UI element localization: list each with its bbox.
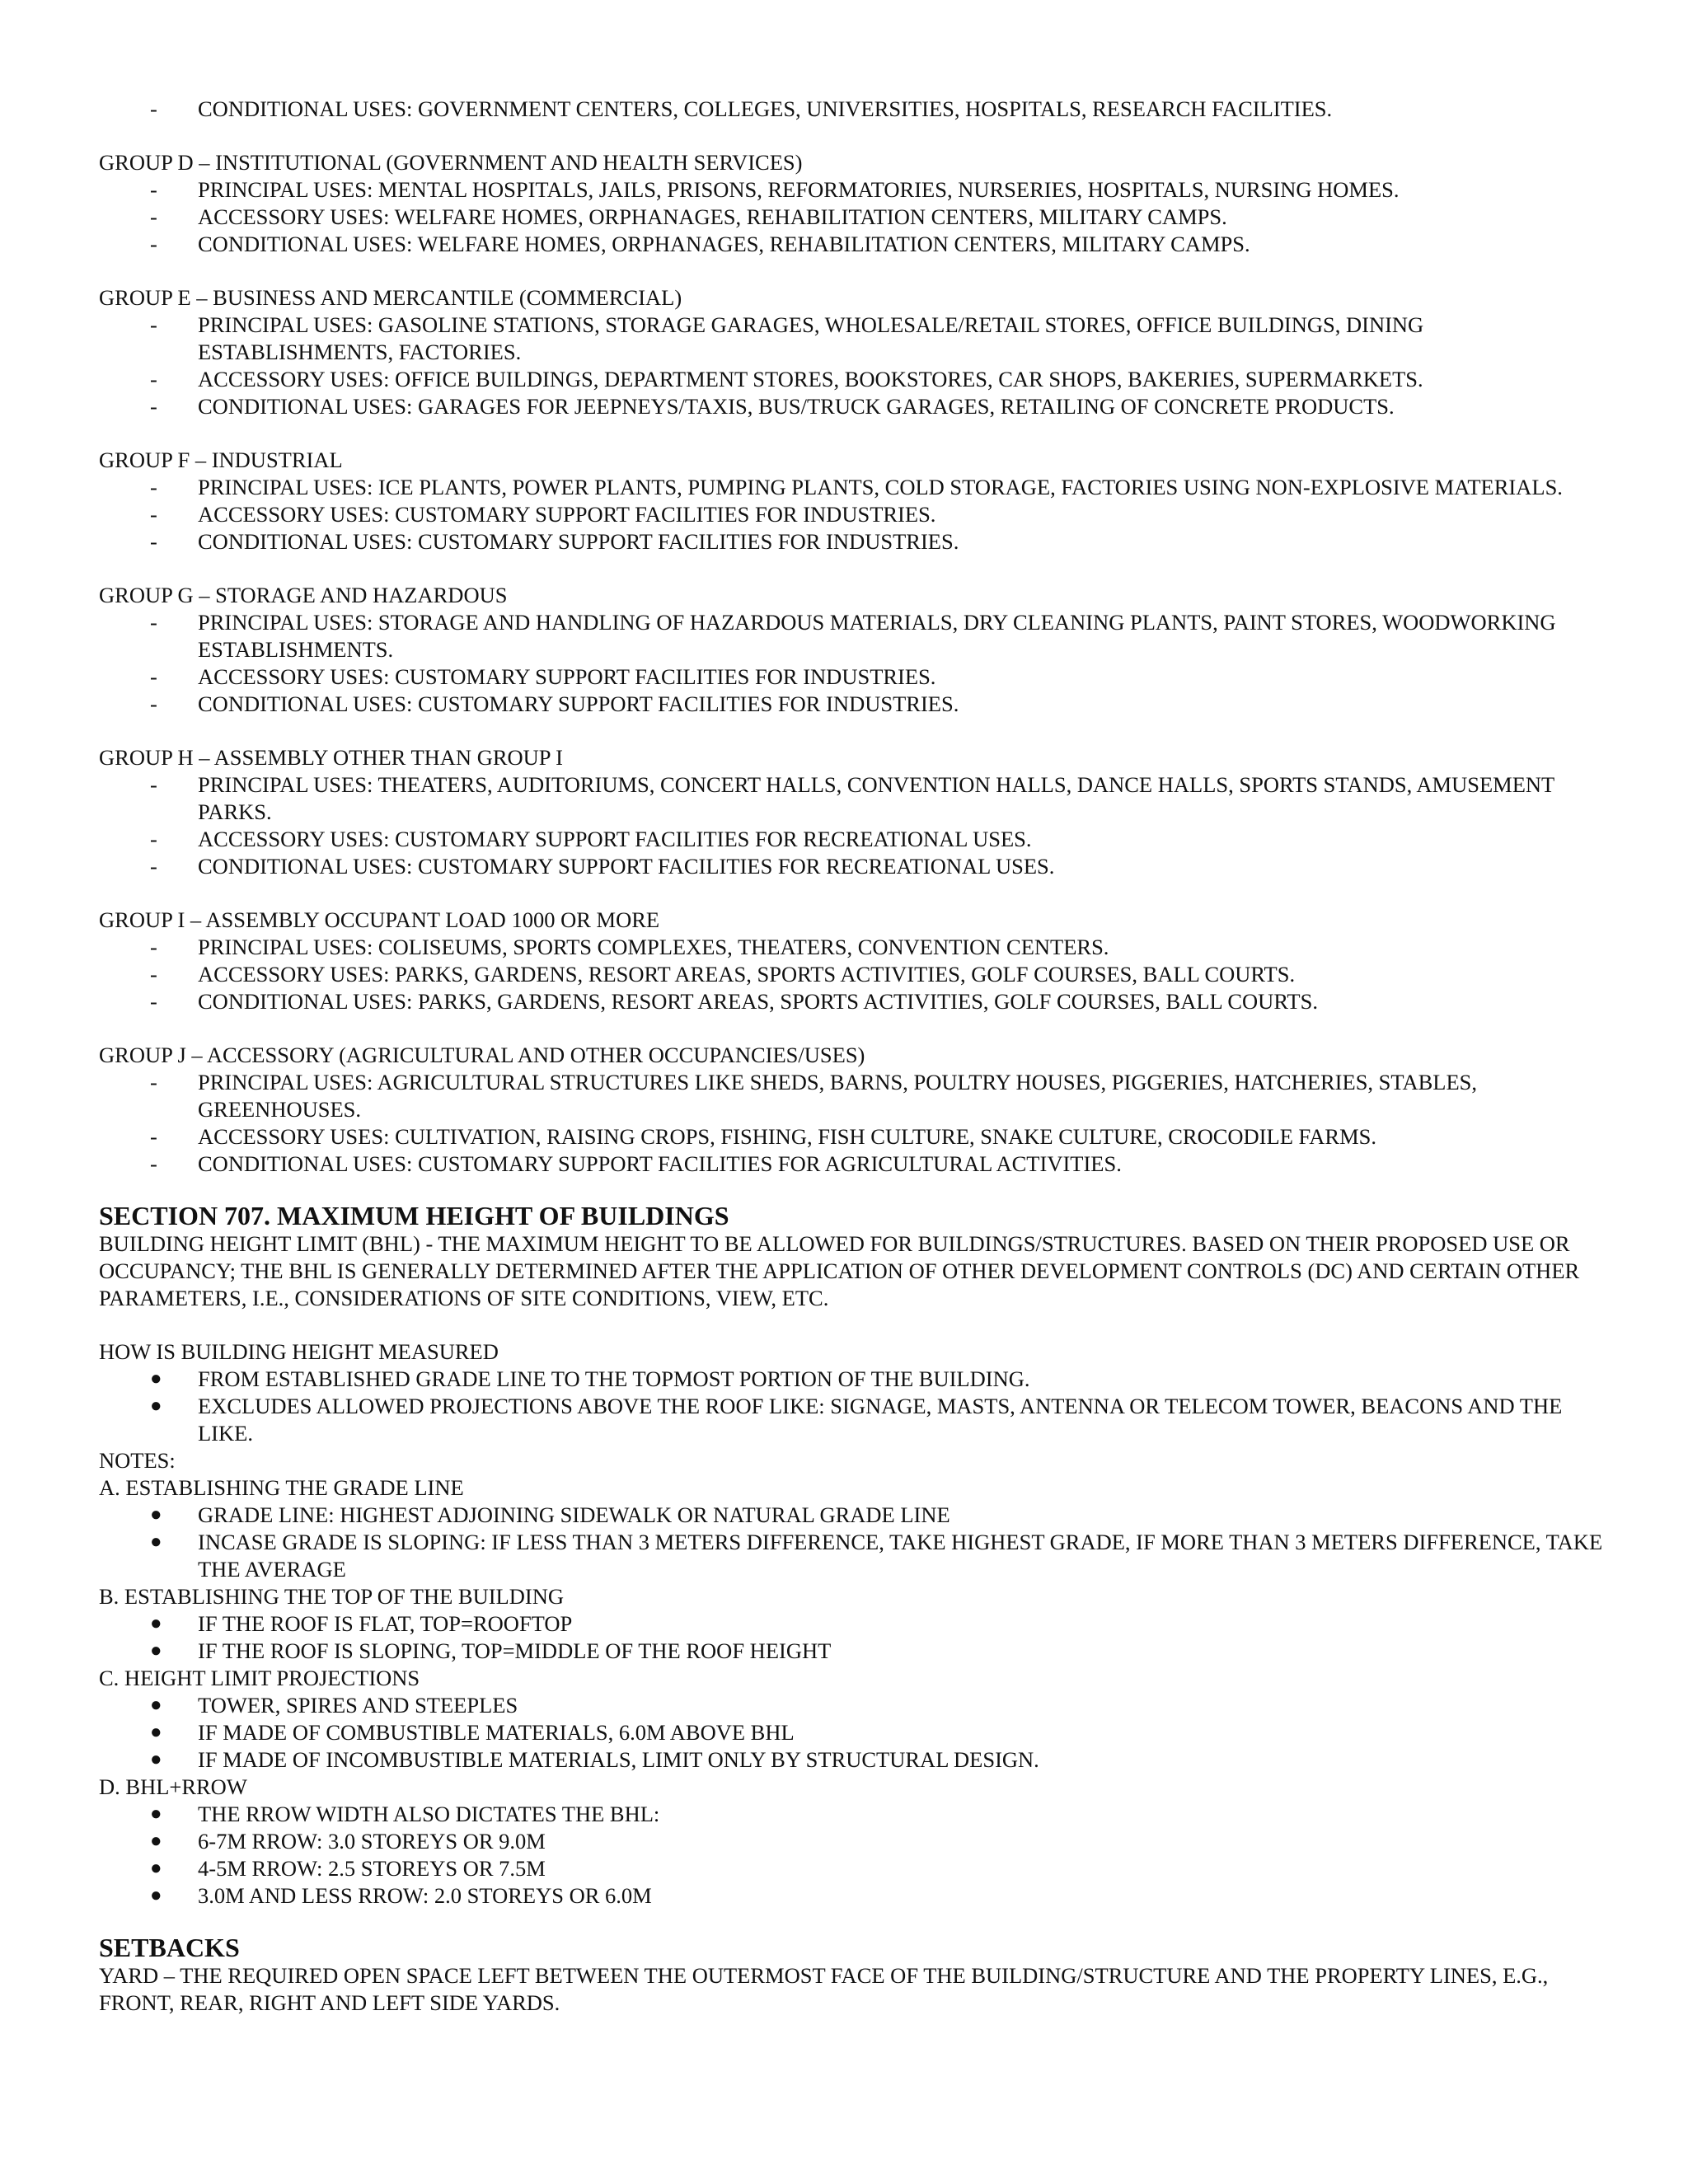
group-e bbox=[99, 284, 1622, 420]
bullet-marker: ● bbox=[150, 1694, 162, 1716]
bullet-marker: ● bbox=[150, 1531, 162, 1553]
dash-marker: - bbox=[150, 827, 157, 851]
bullet-marker: ● bbox=[150, 1504, 162, 1526]
dash-marker: - bbox=[150, 232, 157, 256]
list-item: - CONDITIONAL USES: PARKS, GARDENS, RESORT AREAS, SPORTS ACTIVITIES, GOLF COURSES, BALL COURTS. bbox=[150, 989, 1318, 1014]
list-item: - CONDITIONAL USES: WELFARE HOMES, ORPHANAGES, REHABILITATION CENTERS, MILITARY CAMPS. bbox=[150, 232, 1250, 256]
group-heading: GROUP I – ASSEMBLY OCCUPANT LOAD 1000 OR MORE bbox=[99, 907, 660, 932]
list-item: - ACCESSORY USES: CUSTOMARY SUPPORT FACILITIES FOR INDUSTRIES. bbox=[150, 502, 936, 527]
list-item: ● TOWER, SPIRES AND STEEPLES bbox=[150, 1693, 518, 1718]
list-item: - CONDITIONAL USES: GARAGES FOR JEEPNEYS/TAXIS, BUS/TRUCK GARAGES, RETAILING OF CONCRETE PRODUCTS. bbox=[150, 394, 1395, 419]
dash-marker: - bbox=[150, 529, 157, 554]
section-707 bbox=[99, 1201, 1622, 1910]
bullet-marker: ● bbox=[150, 1640, 162, 1661]
group-h bbox=[99, 744, 1622, 880]
list-item: ● THE RROW WIDTH ALSO DICTATES THE BHL: bbox=[150, 1802, 660, 1826]
group-heading: GROUP D – INSTITUTIONAL (GOVERNMENT AND HEALTH SERVICES) bbox=[99, 150, 803, 175]
list-item: ● IF THE ROOF IS FLAT, TOP=ROOFTOP bbox=[150, 1611, 573, 1636]
section-title: SECTION 707. MAXIMUM HEIGHT OF BUILDINGS bbox=[99, 1201, 729, 1230]
bullet-marker: ● bbox=[150, 1803, 162, 1825]
list-item: - PRINCIPAL USES: COLISEUMS, SPORTS COMPLEXES, THEATERS, CONVENTION CENTERS. bbox=[150, 935, 1109, 959]
dash-marker: - bbox=[150, 204, 157, 229]
list-item: ● 3.0M AND LESS RROW: 2.0 STOREYS OR 6.0M bbox=[150, 1883, 652, 1908]
group-heading: GROUP H – ASSEMBLY OTHER THAN GROUP I bbox=[99, 745, 563, 770]
bullet-marker: ● bbox=[150, 1395, 162, 1417]
dash-marker: - bbox=[150, 367, 157, 391]
list-item: - ACCESSORY USES: CULTIVATION, RAISING CROPS, FISHING, FISH CULTURE, SNAKE CULTURE, CROCODILE FARMS. bbox=[150, 1124, 1377, 1149]
bullet-marker: ● bbox=[150, 1885, 162, 1906]
group-j bbox=[99, 1042, 1622, 1178]
group-d bbox=[99, 149, 1622, 258]
dash-marker: - bbox=[150, 475, 157, 499]
dash-marker: - bbox=[150, 502, 157, 527]
list-item: ● IF MADE OF COMBUSTIBLE MATERIALS, 6.0M ABOVE BHL bbox=[150, 1720, 795, 1745]
list-item: - CONDITIONAL USES: CUSTOMARY SUPPORT FACILITIES FOR AGRICULTURAL ACTIVITIES. bbox=[150, 1151, 1122, 1176]
dash-marker: - bbox=[150, 854, 157, 879]
notes-label: NOTES: bbox=[99, 1448, 176, 1473]
list-item: ● GRADE LINE: HIGHEST ADJOINING SIDEWALK OR NATURAL GRADE LINE bbox=[150, 1502, 950, 1527]
list-item: - PRINCIPAL USES: AGRICULTURAL STRUCTURES LIKE SHEDS, BARNS, POULTRY HOUSES, PIGGERIES, HATCHERIES, STABLES, GREENHOUSES. bbox=[150, 1070, 1478, 1122]
group-i bbox=[99, 907, 1622, 1015]
bullet-marker: ● bbox=[150, 1613, 162, 1634]
group-f bbox=[99, 447, 1622, 555]
note-heading-d: D. BHL+RROW bbox=[99, 1774, 247, 1799]
list-item: ● 4-5M RROW: 2.5 STOREYS OR 7.5M bbox=[150, 1856, 546, 1881]
list-item: - CONDITIONAL USES: CUSTOMARY SUPPORT FACILITIES FOR RECREATIONAL USES. bbox=[150, 854, 1055, 879]
dash-marker: - bbox=[150, 177, 157, 202]
list-item: - PRINCIPAL USES: STORAGE AND HANDLING OF HAZARDOUS MATERIALS, DRY CLEANING PLANTS, PAINT STORES, WOODWORKING ESTABLISHMENTS. bbox=[150, 610, 1556, 662]
dash-marker: - bbox=[150, 962, 157, 987]
bullet-marker: ● bbox=[150, 1749, 162, 1770]
dash-marker: - bbox=[150, 772, 157, 797]
list-item: ● INCASE GRADE IS SLOPING: IF LESS THAN 3 METERS DIFFERENCE, TAKE HIGHEST GRADE, IF MORE THAN 3 METERS DIFFERENCE, TAKE THE AVERAGE bbox=[150, 1530, 1603, 1582]
list-item: - PRINCIPAL USES: THEATERS, AUDITORIUMS, CONCERT HALLS, CONVENTION HALLS, DANCE HALLS, SPORTS STANDS, AMUSEMENT PARKS. bbox=[150, 772, 1554, 824]
bhl-definition: BUILDING HEIGHT LIMIT (BHL) - THE MAXIMUM HEIGHT TO BE ALLOWED FOR BUILDINGS/STRUCTURES. BASED ON THEIR PROPOSED USE OR OCCUPANCY; THE BHL IS GENERALLY DETERMINED AFTER THE APPLICATION OF OTHER DEVELOPMENT CONTROLS (DC) AND CERTAIN OTHER PARAMETERS, I.E., CONSIDERATIONS OF SITE CONDITIONS, VIEW, ETC. bbox=[99, 1231, 1580, 1310]
dash-marker: - bbox=[150, 989, 157, 1014]
dash-marker: - bbox=[150, 394, 157, 419]
list-item: - PRINCIPAL USES: GASOLINE STATIONS, STORAGE GARAGES, WHOLESALE/RETAIL STORES, OFFICE BUILDINGS, DINING ESTABLISHMENTS, FACTORIES. bbox=[150, 312, 1424, 364]
bullet-marker: ● bbox=[150, 1368, 162, 1390]
list-item: - CONDITIONAL USES: CUSTOMARY SUPPORT FACILITIES FOR INDUSTRIES. bbox=[150, 691, 959, 716]
list-item: - CONDITIONAL USES: CUSTOMARY SUPPORT FACILITIES FOR INDUSTRIES. bbox=[150, 529, 959, 554]
list-item: - ACCESSORY USES: WELFARE HOMES, ORPHANAGES, REHABILITATION CENTERS, MILITARY CAMPS. bbox=[150, 204, 1227, 229]
dash-marker: - bbox=[150, 312, 157, 337]
group-heading: GROUP G – STORAGE AND HAZARDOUS bbox=[99, 583, 508, 607]
dash-marker: - bbox=[150, 691, 157, 716]
group-g bbox=[99, 582, 1622, 718]
dash-marker: - bbox=[150, 1070, 157, 1094]
section-title: SETBACKS bbox=[99, 1933, 240, 1962]
bullet-marker: ● bbox=[150, 1830, 162, 1852]
list-item: - ACCESSORY USES: CUSTOMARY SUPPORT FACILITIES FOR RECREATIONAL USES. bbox=[150, 827, 1032, 851]
dash-marker: - bbox=[150, 664, 157, 689]
dash-marker: - bbox=[150, 1151, 157, 1176]
yard-definition: YARD – THE REQUIRED OPEN SPACE LEFT BETWEEN THE OUTERMOST FACE OF THE BUILDING/STRUCTURE AND THE PROPERTY LINES, E.G., FRONT, REAR, RIGHT AND LEFT SIDE YARDS. bbox=[99, 1963, 1549, 2015]
list-item: - CONDITIONAL USES: GOVERNMENT CENTERS, COLLEGES, UNIVERSITIES, HOSPITALS, RESEARCH FACILITIES. bbox=[150, 96, 1333, 121]
section-setbacks bbox=[99, 1933, 1622, 2017]
list-item: ● FROM ESTABLISHED GRADE LINE TO THE TOPMOST PORTION OF THE BUILDING. bbox=[150, 1366, 1030, 1391]
dash-marker: - bbox=[150, 935, 157, 959]
list-item: - ACCESSORY USES: PARKS, GARDENS, RESORT AREAS, SPORTS ACTIVITIES, GOLF COURSES, BALL COURTS. bbox=[150, 962, 1296, 987]
list-item: ● IF THE ROOF IS SLOPING, TOP=MIDDLE OF THE ROOF HEIGHT bbox=[150, 1638, 832, 1663]
bullet-marker: ● bbox=[150, 1722, 162, 1743]
dash-marker: - bbox=[150, 96, 157, 121]
group-heading: GROUP E – BUSINESS AND MERCANTILE (COMMERCIAL) bbox=[99, 285, 682, 310]
list-item: ● 6-7M RROW: 3.0 STOREYS OR 9.0M bbox=[150, 1829, 546, 1854]
list-item: - PRINCIPAL USES: ICE PLANTS, POWER PLANTS, PUMPING PLANTS, COLD STORAGE, FACTORIES USING NON-EXPLOSIVE MATERIALS. bbox=[150, 475, 1563, 499]
group-heading: GROUP F – INDUSTRIAL bbox=[99, 448, 343, 472]
list-item: - ACCESSORY USES: CUSTOMARY SUPPORT FACILITIES FOR INDUSTRIES. bbox=[150, 664, 936, 689]
note-heading-b: B. ESTABLISHING THE TOP OF THE BUILDING bbox=[99, 1584, 564, 1609]
list-item: - ACCESSORY USES: OFFICE BUILDINGS, DEPARTMENT STORES, BOOKSTORES, CAR SHOPS, BAKERIES, SUPERMARKETS. bbox=[150, 367, 1423, 391]
dash-marker: - bbox=[150, 610, 157, 635]
note-heading-c: C. HEIGHT LIMIT PROJECTIONS bbox=[99, 1666, 420, 1690]
list-item: - PRINCIPAL USES: MENTAL HOSPITALS, JAILS, PRISONS, REFORMATORIES, NURSERIES, HOSPITALS, NURSING HOMES. bbox=[150, 177, 1400, 202]
list-item: ● IF MADE OF INCOMBUSTIBLE MATERIALS, LIMIT ONLY BY STRUCTURAL DESIGN. bbox=[150, 1747, 1039, 1772]
list-item: ● EXCLUDES ALLOWED PROJECTIONS ABOVE THE ROOF LIKE: SIGNAGE, MASTS, ANTENNA OR TELECOM TOWER, BEACONS AND THE LIKE. bbox=[150, 1394, 1563, 1446]
subheading-how-measured: HOW IS BUILDING HEIGHT MEASURED bbox=[99, 1339, 499, 1364]
dash-marker: - bbox=[150, 1124, 157, 1149]
bullet-marker: ● bbox=[150, 1858, 162, 1879]
note-heading-a: A. ESTABLISHING THE GRADE LINE bbox=[99, 1475, 464, 1500]
group-heading: GROUP J – ACCESSORY (AGRICULTURAL AND OTHER OCCUPANCIES/USES) bbox=[99, 1043, 865, 1067]
